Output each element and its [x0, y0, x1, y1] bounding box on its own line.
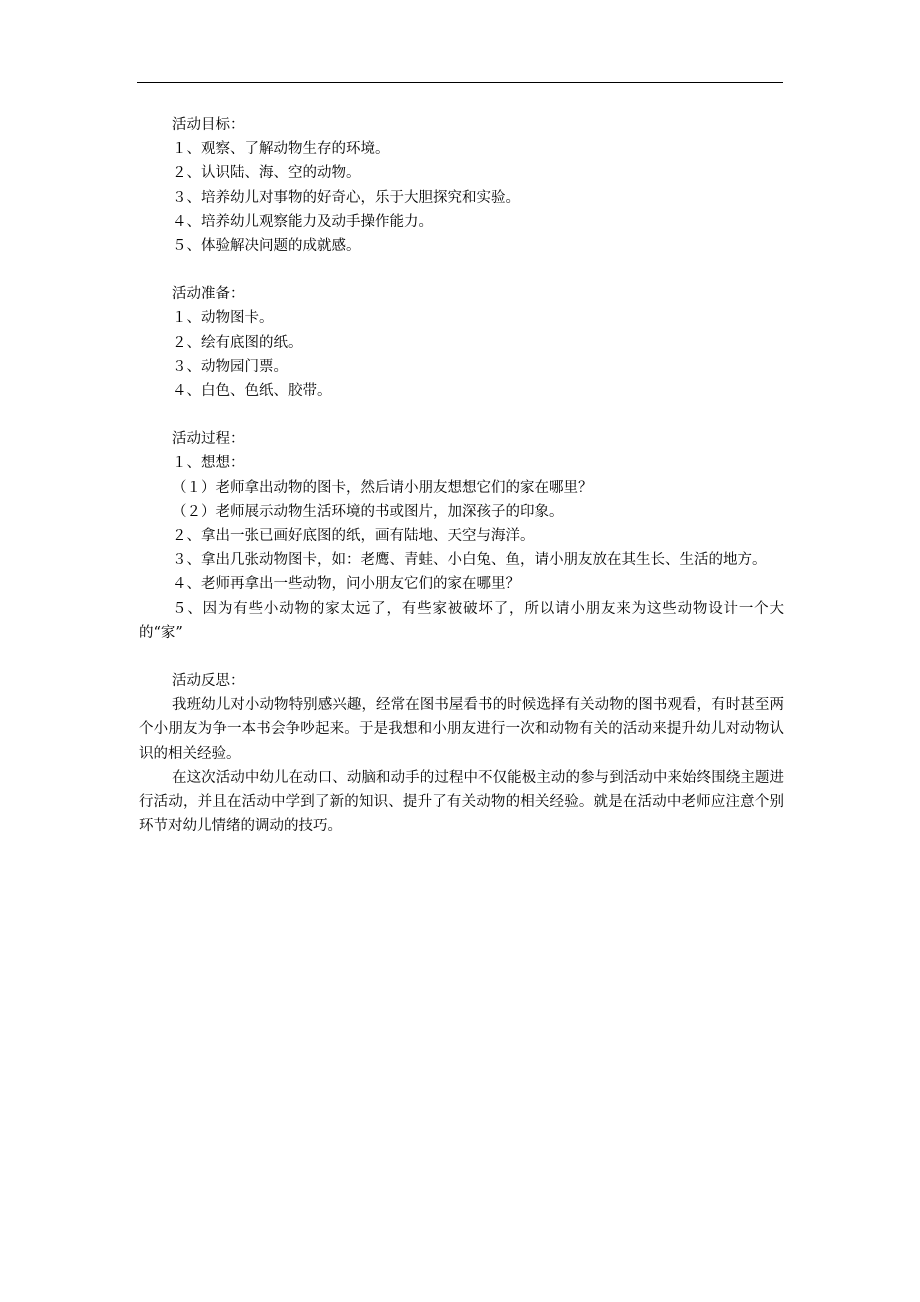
list-item: ３、拿出几张动物图卡，如：老鹰、青蛙、小白兔、鱼，请小朋友放在其生长、生活的地方。: [172, 552, 767, 569]
list-item: ３、培养幼儿对事物的好奇心，乐于大胆探究和实验。: [172, 189, 520, 206]
list-item: ５、体验解决问题的成就感。: [172, 238, 361, 255]
document-body: [139, 113, 784, 862]
list-item: １、想想：: [172, 455, 245, 472]
header-rule: [137, 82, 783, 83]
section-process: [139, 427, 784, 645]
paragraph: 在这次活动中幼儿在动口、动脑和动手的过程中不仅能极主动的参与到活动中来始终围绕主题进行活动，并且在活动中学到了新的知识、提升了有关动物的相关经验。就是在活动中老师应注意个别环节对幼儿情绪的调动的技巧。: [139, 769, 784, 835]
list-item: ３、动物园门票。: [172, 358, 288, 375]
list-item: （２）老师展示动物生活环境的书或图片，加深孩子的印象。: [172, 503, 564, 520]
list-item: ２、拿出一张已画好底图的纸，画有陆地、天空与海洋。: [172, 528, 535, 545]
list-item: ４、培养幼儿观察能力及动手操作能力。: [172, 213, 433, 230]
list-item: （１）老师拿出动物的图卡，然后请小朋友想想它们的家在哪里？: [172, 479, 593, 496]
list-item: １、动物图卡。: [172, 310, 274, 327]
section-heading: 活动过程：: [172, 431, 245, 448]
section-heading: 活动反思：: [172, 673, 245, 690]
list-item: ２、认识陆、海、空的动物。: [172, 165, 361, 182]
paragraph: 我班幼儿对小动物特别感兴趣，经常在图书屋看书的时候选择有关动物的图书观看，有时甚至两个小朋友为争一本书会争吵起来。于是我想和小朋友进行一次和动物有关的活动来提升幼儿对动物认识的相关经验。: [139, 697, 784, 762]
list-item: ５、因为有些小动物的家太远了，有些家被破坏了，所以请小朋友来为这些动物设计一个大的“家”: [139, 600, 784, 641]
section-reflection: [139, 669, 784, 838]
section-goals: [139, 113, 784, 258]
list-item: １、观察、了解动物生存的环境。: [172, 141, 390, 158]
section-preparation: [139, 282, 784, 403]
list-item: ４、白色、色纸、胶带。: [172, 383, 332, 400]
list-item: ４、老师再拿出一些动物，问小朋友它们的家在哪里？: [172, 576, 520, 593]
section-heading: 活动目标：: [172, 117, 245, 133]
list-item: ２、绘有底图的纸。: [172, 334, 303, 351]
section-heading: 活动准备：: [172, 286, 245, 303]
